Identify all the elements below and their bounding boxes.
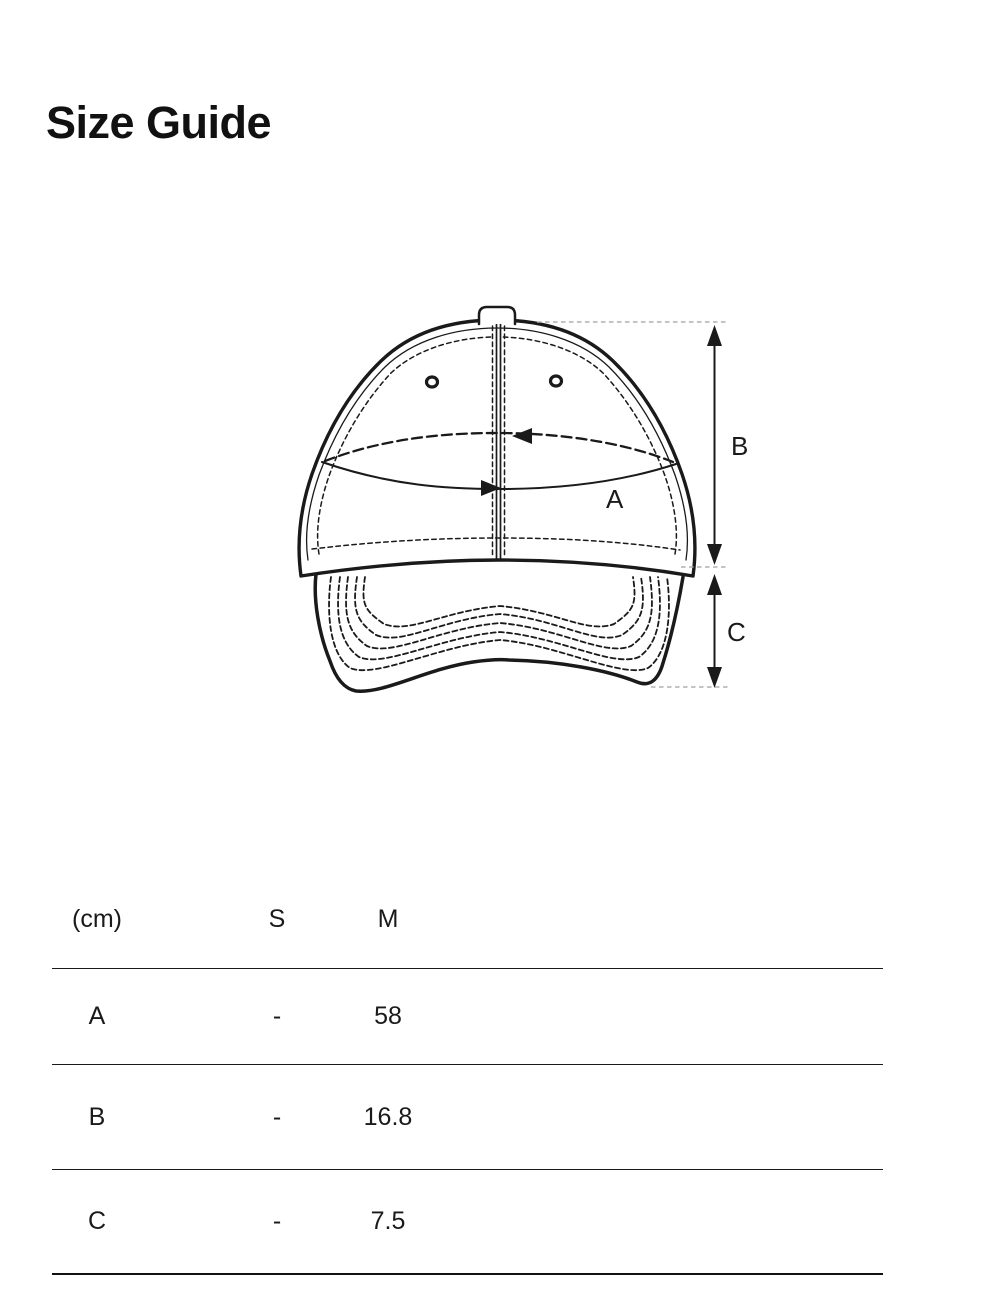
eyelet-right [551, 376, 562, 386]
cap-button [479, 307, 515, 324]
page-title: Size Guide [46, 97, 272, 148]
arrowhead-up-icon [707, 574, 722, 595]
cap-illustration [299, 307, 695, 691]
measure-c-arrow [707, 574, 722, 688]
label-a: A [606, 484, 624, 514]
column-header-s: S [268, 904, 286, 933]
cell-value-m: 16.8 [363, 1102, 413, 1131]
cell-value-m: 58 [374, 1002, 402, 1030]
row-label: C [87, 1207, 107, 1235]
column-header-m: M [377, 904, 399, 933]
arrowhead-down-icon [707, 667, 722, 688]
unit-label: (cm) [72, 904, 122, 933]
table-header-row [52, 870, 883, 968]
measure-arrows [707, 325, 722, 688]
row-label: A [88, 1002, 106, 1030]
arrowhead-down-icon [707, 544, 722, 565]
measure-b-arrow [707, 325, 722, 565]
table-row-b [52, 1064, 883, 1169]
row-label: B [88, 1102, 106, 1131]
cell-value-m: 7.5 [370, 1207, 406, 1235]
size-table [52, 870, 883, 1275]
arrowhead-up-icon [707, 325, 722, 346]
cell-value-s: - [272, 1207, 282, 1235]
table-row-c [52, 1169, 883, 1275]
label-c: C [727, 617, 746, 647]
cell-value-s: - [272, 1102, 282, 1131]
table-row-a [52, 968, 883, 1064]
eyelet-left [427, 377, 438, 387]
label-b: B [731, 431, 749, 461]
cell-value-s: - [272, 1002, 282, 1030]
